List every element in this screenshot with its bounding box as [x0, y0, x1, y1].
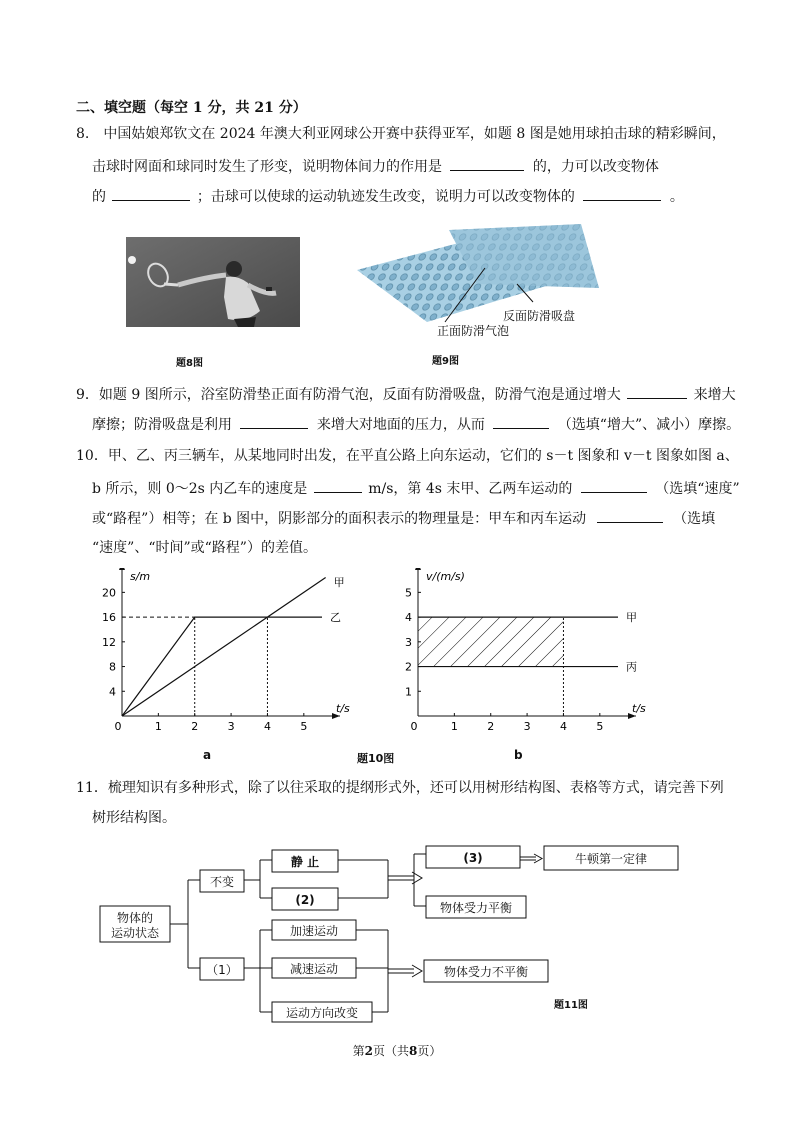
q8-line1: 8. 中国姑娘郑钦文在 2024 年澳大利亚网球公开赛中获得亚军，如题 8 图是她用球拍击球的精彩瞬间， — [76, 126, 726, 142]
q9-text: 摩擦；防滑吸盘是利用 — [92, 417, 232, 433]
tree-balanced-label: 物体受力平衡 — [439, 901, 513, 915]
tree-unbalanced-label: 物体受力不平衡 — [443, 965, 529, 979]
chartb-y-tick-label: 3 — [405, 635, 412, 649]
chartb-x-tick-label: 4 — [559, 720, 567, 733]
q9-text: 来增大 — [693, 387, 736, 403]
label-chart-a: a — [203, 748, 212, 762]
q10-text: 或“路程”）相等；在 b 图中，阴影部分的面积表示的物理量是：甲车和丙车运动 — [92, 511, 587, 527]
q8-text: ；击球可以使球的运动轨迹发生改变，说明力可以改变物体的 — [196, 189, 575, 205]
tree-blank1-label: （1） — [206, 963, 238, 977]
q10-text: （选填 — [673, 511, 716, 527]
chartb-y-label: v/(m/s) — [426, 570, 465, 583]
q11-line1: 11．梳理知识有多种形式，除了以往采取的提纲形式外，还可以用树形结构图、表格等方式，请完善下列 — [76, 780, 724, 796]
charta-y-tick-label: 20 — [102, 586, 116, 600]
charta-x-label: t/s — [336, 702, 350, 715]
answer-blank[interactable] — [597, 508, 663, 523]
caption-fig11: 题11图 — [554, 1000, 588, 1011]
chartb-x-tick-label: 3 — [523, 720, 531, 733]
chartb-series-1-label: 甲 — [626, 611, 637, 625]
q8-text: 击球时网面和球同时发生了形变，说明物体间力的作用是 — [92, 159, 442, 175]
chartb-shaded-area — [418, 617, 563, 666]
chartb-x-tick-label: 1 — [450, 720, 458, 733]
q8-text: 。 — [669, 189, 684, 205]
caption-fig9: 题9图 — [432, 356, 459, 367]
chartb-x-tick-label: 0 — [410, 720, 418, 733]
tree-decel-label: 减速运动 — [289, 962, 339, 976]
charta-series-2-line — [122, 617, 322, 716]
q10-text: m/s，第 4s 末甲、乙两车运动的 — [368, 481, 573, 497]
chartb-y-tick-label: 5 — [405, 586, 412, 600]
charta-series-2-label: 乙 — [330, 611, 341, 625]
chart-b-v-t — [396, 568, 666, 738]
q9-text: 9．如题 9 图所示，浴室防滑垫正面有防滑气泡，反面有防滑吸盘，防滑气泡是通过增大 — [76, 387, 621, 403]
charta-y-tick-label: 12 — [102, 635, 116, 649]
label-back-suction: 反面防滑吸盘 — [503, 309, 576, 323]
q9-line1 — [76, 384, 736, 405]
tree-unchanged-label: 不变 — [209, 875, 235, 889]
tennis-player-photo — [126, 237, 300, 327]
page-footer — [0, 1042, 794, 1059]
tree-newton-label: 牛顿第一定律 — [574, 852, 648, 866]
charta-x-tick-label: 1 — [154, 720, 162, 733]
q10-line4: “速度”、“时间”或“路程”）的差值。 — [92, 540, 317, 556]
q8-line3 — [92, 186, 684, 207]
chartb-y-tick-label: 1 — [405, 685, 412, 699]
charta-x-tick-label: 2 — [191, 720, 199, 733]
footer-text: 第 — [352, 1044, 365, 1058]
knowledge-tree-diagram — [96, 840, 716, 1030]
charta-y-tick-label: 16 — [102, 611, 116, 625]
answer-blank[interactable] — [240, 414, 308, 429]
section-title: 二、填空题（每空 1 分，共 21 分） — [76, 100, 307, 116]
answer-blank[interactable] — [493, 414, 549, 429]
q9-line2 — [92, 414, 740, 435]
chart-a-s-t — [100, 568, 370, 738]
q10-text: （选填“速度” — [655, 481, 740, 497]
q9-text: （选填“增大”、减小）摩擦。 — [557, 417, 741, 433]
footer-text: 页） — [417, 1044, 442, 1058]
charta-y-tick-label: 4 — [109, 685, 116, 699]
q9-text: 来增大对地面的压力，从而 — [316, 417, 485, 433]
chartb-series-2-label: 丙 — [626, 660, 637, 674]
chartb-y-arrow — [415, 568, 421, 570]
tree-root-label-1: 物体的 — [116, 911, 154, 925]
label-front-bubble: 正面防滑气泡 — [437, 324, 510, 338]
answer-blank[interactable] — [627, 384, 687, 399]
chartb-y-tick-label: 2 — [405, 660, 412, 674]
chartb-x-label: t/s — [632, 702, 646, 715]
charta-y-tick-label: 8 — [109, 660, 116, 674]
tree-rest-label: 静 止 — [290, 855, 320, 869]
charta-x-tick-label: 0 — [114, 720, 122, 733]
charta-series-1-label: 甲 — [333, 576, 345, 589]
tree-blank2-label: (2) — [295, 893, 315, 907]
chartb-x-tick-label: 2 — [487, 720, 495, 733]
caption-fig8: 题8图 — [176, 358, 203, 369]
charta-x-tick-label: 3 — [227, 720, 235, 733]
tree-root-label-2: 运动状态 — [110, 926, 160, 940]
tree-blank3-label: (3) — [463, 851, 483, 865]
charta-x-tick-label: 5 — [300, 720, 308, 733]
q10-line2 — [92, 478, 740, 499]
caption-fig10: 题10图 — [357, 752, 395, 765]
label-chart-b: b — [514, 748, 523, 762]
q10-text: b 所示，则 0～2s 内乙车的速度是 — [92, 481, 308, 497]
q8-text: 的 — [92, 189, 106, 205]
charta-x-tick-label: 4 — [263, 720, 271, 733]
tree-accel-label: 加速运动 — [289, 924, 339, 938]
q8-line2 — [92, 156, 659, 177]
chartb-x-tick-label: 5 — [596, 720, 604, 733]
chartb-y-tick-label: 4 — [405, 611, 412, 625]
q8-text: 的，力可以改变物体 — [532, 159, 659, 175]
footer-total-pages: 8 — [409, 1044, 418, 1058]
q10-line1: 10．甲、乙、丙三辆车，从某地同时出发，在平直公路上向东运动，它们的 s－t 图象和 v－t 图象如图 a、 — [76, 448, 739, 464]
charta-y-label: s/m — [130, 570, 151, 583]
charta-series-1-line — [122, 578, 326, 716]
answer-blank[interactable] — [581, 478, 647, 493]
q11-line2: 树形结构图。 — [92, 810, 176, 826]
footer-page-number: 2 — [364, 1044, 373, 1058]
answer-blank[interactable] — [112, 186, 190, 201]
tree-dirchange-label: 运动方向改变 — [285, 1006, 359, 1020]
charta-y-arrow — [119, 568, 125, 570]
footer-text: 页（共 — [372, 1044, 409, 1058]
q10-line3 — [92, 508, 715, 529]
answer-blank[interactable] — [314, 478, 362, 493]
answer-blank[interactable] — [583, 186, 661, 201]
answer-blank[interactable] — [450, 156, 524, 171]
